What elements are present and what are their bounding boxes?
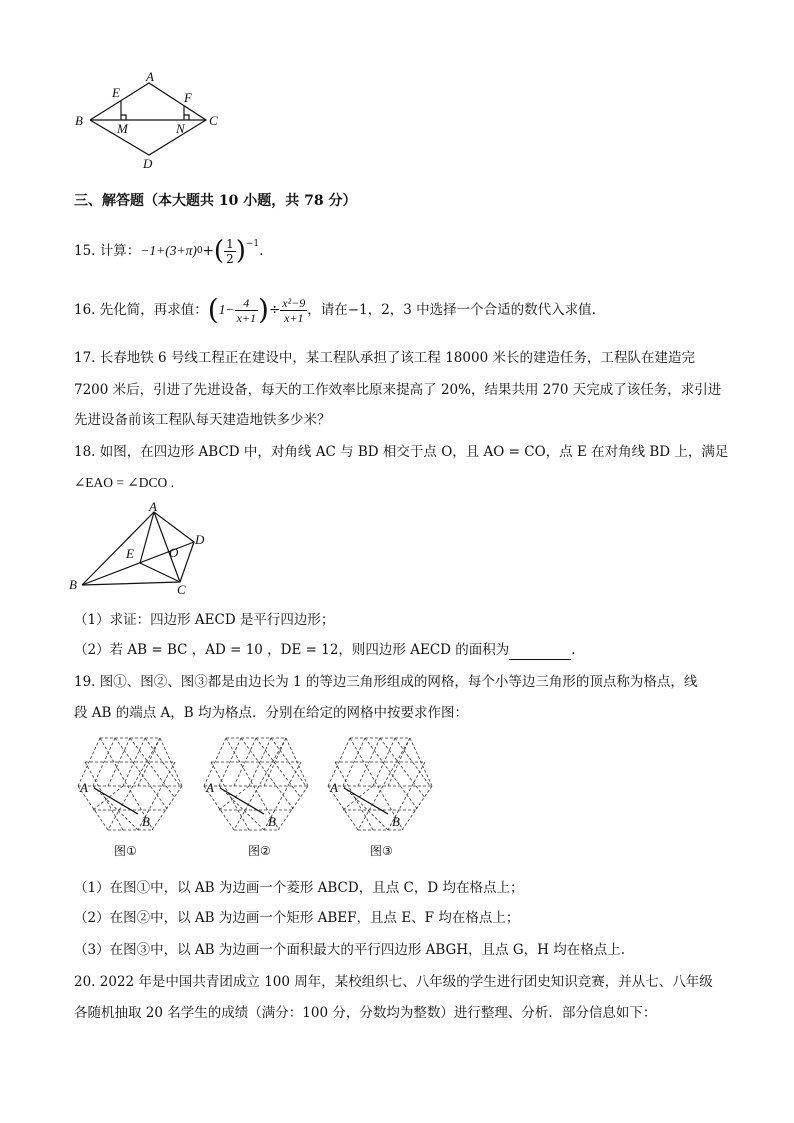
q18-sub1: （1）求证：四边形 AECD 是平行四边形；	[74, 612, 335, 628]
label-F: F	[184, 90, 192, 105]
q15-fraction: $\frac{1}{2}$	[226, 236, 234, 266]
label-A: A	[146, 70, 154, 84]
grid-2	[204, 738, 308, 858]
svg-text:B: B	[392, 814, 400, 829]
quadrilateral-figure	[66, 500, 216, 595]
q19-line2: 段 AB 的端点 A，B 均为格点．分别在给定的网格中按要求作图：	[74, 705, 469, 721]
q20-line1: 20. 2022 年是中国共青团成立 100 周年，某校组织七、八年级的学生进行团史知识竞赛，并从七、八年级	[74, 974, 713, 990]
q16-rest: ，请在−1，2，3 中选择一个合适的数代入求值.	[307, 302, 596, 318]
label-E2: E	[126, 546, 134, 561]
rhombus-figure	[70, 70, 230, 175]
q19-sub3: （3）在图③中，以 AB 为边画一个面积最大的平行四边形 ABGH，且点 G，H 均在格点上.	[74, 942, 626, 958]
svg-text:A: A	[206, 780, 214, 795]
q19-sub1: （1）在图①中，以 AB 为边画一个菱形 ABCD，且点 C，D 均在格点上；	[74, 880, 524, 896]
caption-3: 图③	[370, 844, 393, 858]
label-C2: C	[177, 582, 186, 595]
q15-expr: −1+(3+π)	[140, 243, 197, 258]
label-D2: D	[195, 532, 205, 547]
label-D: D	[143, 156, 153, 171]
q15-exp-neg1: −1	[245, 239, 260, 249]
q19-line1: 19. 图①、图②、图③都是由边长为 1 的等边三角形组成的网格，每个小等边三角形的顶点称为格点，线	[74, 674, 698, 690]
q18-line2: ∠EAO = ∠DCO .	[74, 475, 174, 490]
q17-line3: 先进设备前该工程队每天建造地铁多少米？	[74, 412, 331, 428]
q15-number: 15. 计算：	[74, 243, 141, 259]
label-E: E	[112, 85, 120, 100]
label-B2: B	[69, 577, 77, 592]
q17-line2: 7200 米后，引进了先进设备，每天的工作效率比原来提高了 20%，结果共用 270 天完成了该任务，求引进	[74, 382, 722, 398]
question-16: 16. 先化简，再求值： ( 1− $\frac{4}{x+1}$ ) ÷ $\frac{\text{x²−9}}{x+1}$ ，请在−1，2，3 中选择一个合适的数代入求值.	[74, 293, 596, 326]
q18-line1: 18. 如图，在四边形 ABCD 中，对角线 AC 与 BD 相交于点 O，且 AO = CO，点 E 在对角线 BD 上，满足	[74, 444, 729, 460]
q15-end: .	[259, 243, 264, 259]
q19-sub2: （2）在图②中，以 AB 为边画一个矩形 ABEF，且点 E、F 均在格点上；	[74, 910, 520, 926]
answer-blank[interactable]	[509, 645, 571, 660]
label-M: M	[117, 121, 128, 136]
q15-exp0: 0	[196, 246, 203, 256]
q17-line1: 17. 长春地铁 6 号线工程正在建设中，某工程队承担了该工程 18000 米长的建造任务，工程队在建造完	[74, 350, 695, 366]
q20-line2: 各随机抽取 20 名学生的成绩（满分：100 分，分数均为整数）进行整理、分析．部分信息如下：	[74, 1005, 657, 1021]
caption-1: 图①	[114, 844, 137, 858]
q15-plus: +	[202, 243, 214, 259]
svg-text:A: A	[330, 780, 338, 795]
grid-3	[328, 738, 432, 858]
q16-fraction-2: $\frac{\text{x²−9}}{x+1}$	[282, 295, 306, 325]
label-C: C	[209, 113, 218, 128]
grid-1	[78, 738, 182, 858]
svg-text:B: B	[268, 814, 276, 829]
q16-one-minus: 1−	[218, 302, 235, 317]
label-O2: O	[169, 545, 179, 560]
q16-fraction-1: $\frac{4}{x+1}$	[236, 295, 257, 325]
q18-sub2: （2）若 AB = BC ，AD = 10 ，DE = 12，则四边形 AECD 的面积为 .	[74, 642, 576, 658]
triangle-grids	[74, 730, 454, 862]
q16-number: 16. 先化简，再求值：	[74, 302, 208, 318]
caption-2: 图②	[248, 844, 271, 858]
label-A2: A	[149, 500, 157, 514]
question-15: 15. 计算： −1+(3+π) 0 + ( $\frac{1}{2}$ ) $^{-1}$ .	[74, 236, 264, 266]
section-title: 三、解答题（本大题共 10 小题，共 78 分）	[74, 193, 357, 209]
q16-divide: ÷	[268, 302, 281, 318]
svg-text:B: B	[142, 814, 150, 829]
label-B: B	[75, 113, 83, 128]
svg-text:A: A	[80, 780, 88, 795]
label-N: N	[176, 121, 185, 136]
